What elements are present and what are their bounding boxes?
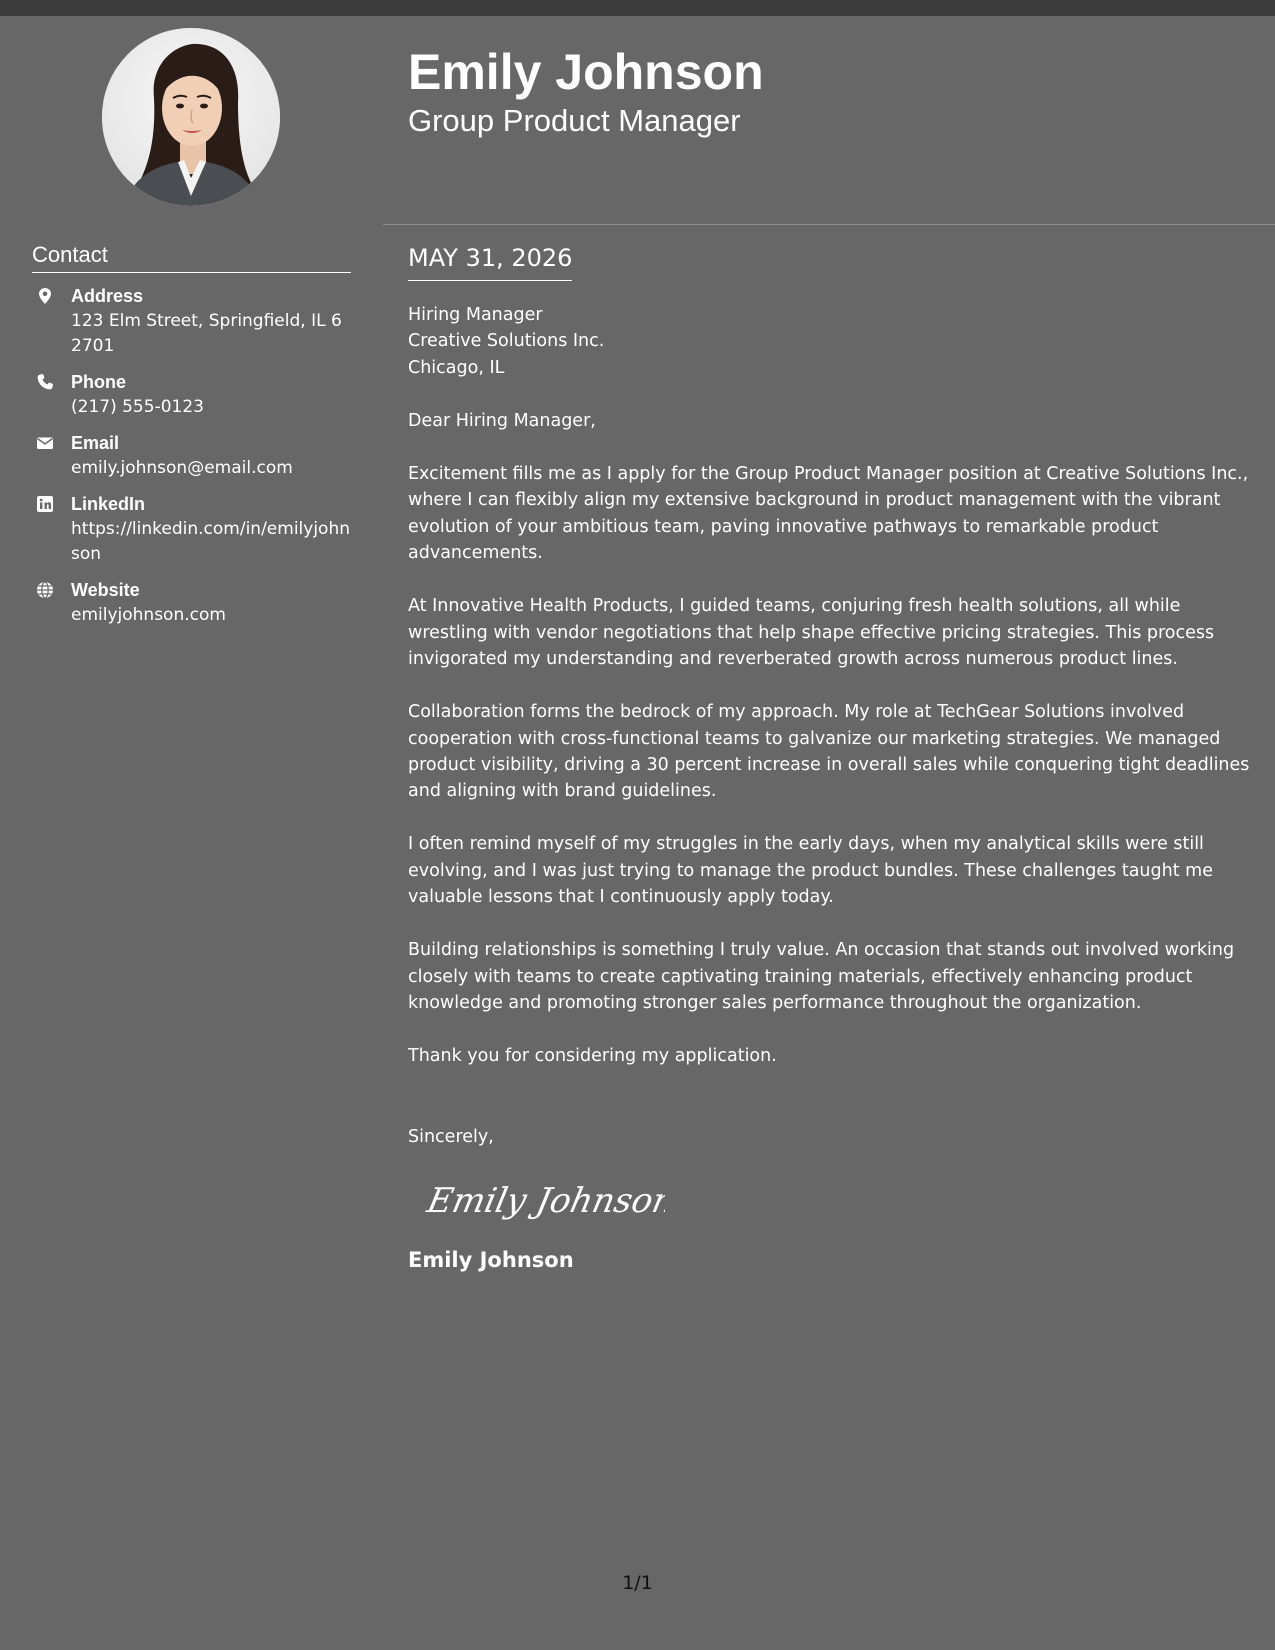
contact-value: emilyjohnson.com bbox=[71, 605, 226, 625]
avatar bbox=[102, 28, 280, 206]
salutation: Dear Hiring Manager, bbox=[408, 410, 596, 431]
recipient-line: Hiring Manager bbox=[408, 305, 543, 325]
recipient-block bbox=[408, 302, 1254, 381]
contact-email bbox=[32, 431, 352, 481]
page-number: 1/1 bbox=[622, 1572, 653, 1594]
closing-block bbox=[408, 1124, 1254, 1274]
letter-paragraph: Building relationships is something I truly value. An occasion that stands out involved working closely with teams to create captivating training materials, effectively enhancing product knowledge and promoting stronger sales performance throughout the organization. bbox=[408, 940, 1235, 1013]
contact-list bbox=[32, 284, 352, 639]
contact-value: https://linkedin.com/in/emilyjohnson bbox=[71, 519, 351, 564]
map-pin-icon bbox=[36, 287, 54, 305]
contact-label: Phone bbox=[71, 372, 127, 392]
globe-icon bbox=[36, 581, 54, 599]
sidebar bbox=[0, 16, 383, 1650]
contact-linkedin bbox=[32, 492, 352, 567]
contact-label: Website bbox=[71, 580, 140, 600]
letter-paragraph: I often remind myself of my struggles in the early days, when my analytical skills were still evolving, and I was just trying to manage the product bundles. These challenges taught me valuable lessons that I continuously apply today. bbox=[408, 834, 1213, 908]
envelope-icon bbox=[36, 434, 54, 452]
contact-heading: Contact bbox=[32, 241, 351, 273]
contact-value: 123 Elm Street, Springfield, IL 62701 bbox=[71, 311, 342, 356]
recipient-line: Creative Solutions Inc. bbox=[408, 331, 605, 352]
letter-paragraph: Thank you for considering my application. bbox=[408, 1046, 777, 1067]
contact-label: Address bbox=[71, 286, 144, 306]
letter-paragraph: Excitement fills me as I apply for the Group Product Manager position at Creative Solutions Inc., where I can flexibly align my extensive background in product management with the vibrant evolution of your ambitious team, paving innovative pathways to remarkable product advancements. bbox=[408, 464, 1249, 564]
phone-icon bbox=[36, 373, 54, 391]
contact-address bbox=[32, 284, 352, 359]
applicant-name: Emily Johnson bbox=[408, 44, 764, 100]
contact-website bbox=[32, 578, 352, 628]
signer-name: Emily Johnson bbox=[408, 1247, 574, 1272]
contact-label: LinkedIn bbox=[71, 494, 146, 514]
contact-phone bbox=[32, 370, 352, 420]
letter-body bbox=[408, 302, 1254, 1274]
linkedin-icon bbox=[36, 495, 54, 513]
handwritten-signature bbox=[425, 1168, 1254, 1228]
recipient-line: Chicago, IL bbox=[408, 357, 505, 378]
closing: Sincerely, bbox=[408, 1126, 494, 1147]
letter-paragraph: Collaboration forms the bedrock of my approach. My role at TechGear Solutions involved cooperation with cross-functional teams to galvanize our marketing strategies. We managed product visibility, driving a 30 percent increase in overall sales while conquering tight deadlines and aligning with brand guidelines. bbox=[408, 702, 1250, 802]
letter-paragraph: At Innovative Health Products, I guided teams, conjuring fresh health solutions, all while wrestling with vendor negotiations that help shape effective pricing strategies. This process invigorated my understanding and reverberated growth across numerous product lines. bbox=[408, 596, 1215, 669]
applicant-title: Group Product Manager bbox=[408, 103, 741, 138]
letter-date: MAY 31, 2026 bbox=[408, 242, 572, 281]
svg-text:Emily Johnson: Emily Johnson bbox=[425, 1181, 665, 1221]
contact-label: Email bbox=[71, 433, 120, 453]
contact-value: emily.johnson@email.com bbox=[71, 458, 293, 478]
top-bar bbox=[0, 0, 1275, 16]
contact-value: (217) 555-0123 bbox=[71, 397, 204, 417]
header-divider bbox=[383, 224, 1275, 225]
